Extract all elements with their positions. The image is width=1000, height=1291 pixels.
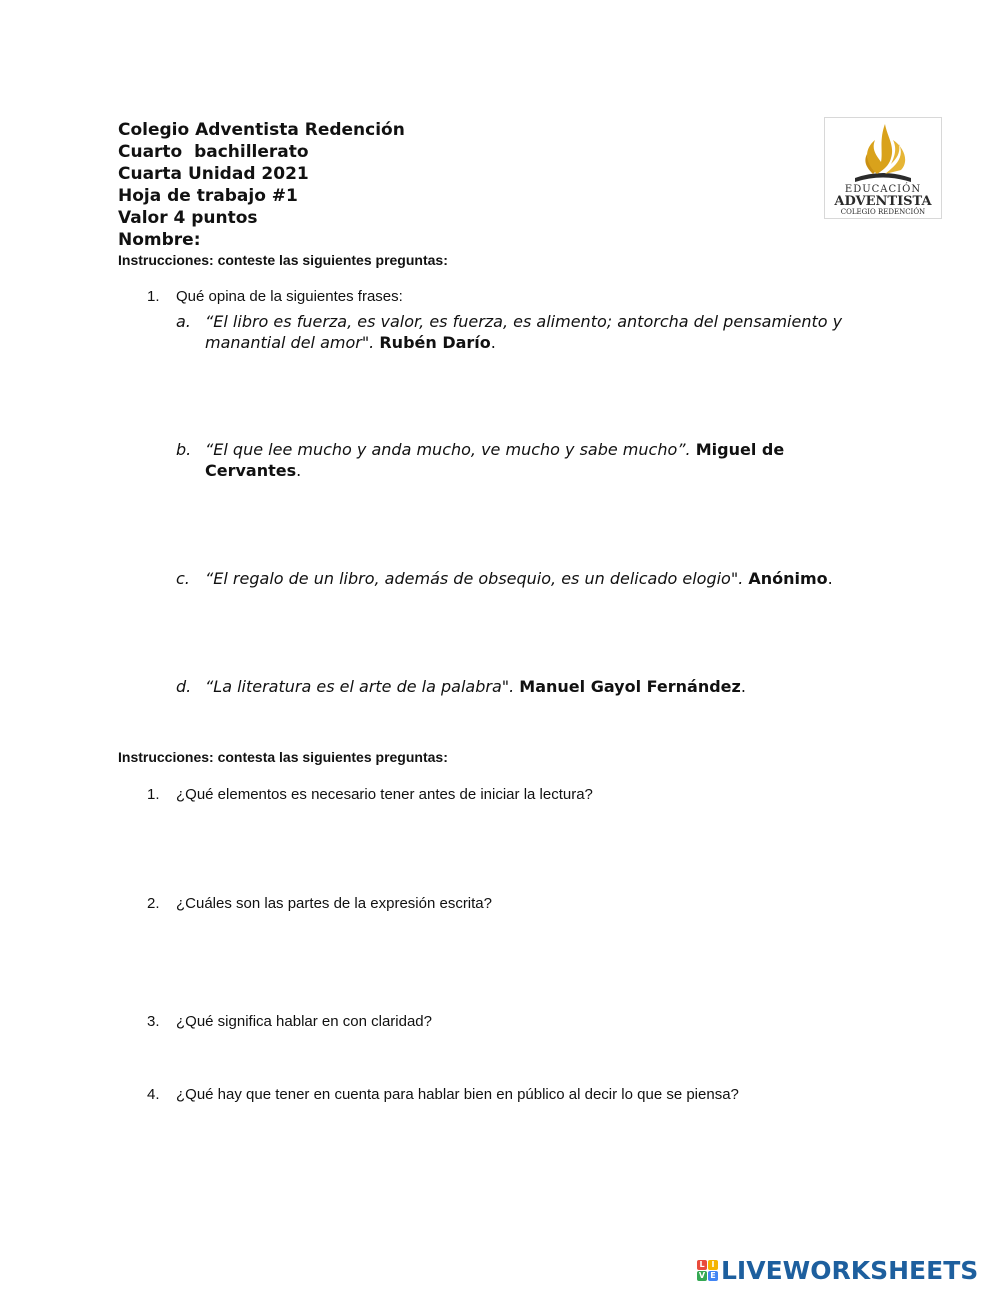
liveworksheets-brand[interactable] [697,1256,978,1284]
worksheet-number: Hoja de trabajo #1 [118,186,298,206]
question-number: 1. [147,786,160,803]
item-letter: a. [176,312,191,331]
quote-text: “La literatura es el arte de la palabra". [205,677,520,696]
item-letter: c. [176,569,190,588]
question-text: ¿Qué hay que tener en cuenta para hablar bien en público al decir lo que se piensa? [176,1086,739,1103]
school-logo [824,117,942,219]
flame-icon [825,118,941,184]
quote-text: “El que lee mucho y anda mucho, ve mucho y sabe mucho”. [205,440,696,459]
quote-item-c [205,568,905,589]
school-name: Colegio Adventista Redención [118,120,405,140]
logo-line-1: EDUCACIÓN [844,184,922,195]
quote-author: Rubén Darío [379,333,491,352]
quote-item-a [205,311,875,353]
quote-item-b [205,439,805,481]
question-text: ¿Qué significa hablar en con claridad? [176,1013,432,1030]
quote-end: . [296,461,302,480]
question-number: 2. [147,895,160,912]
section1-instructions: Instrucciones: conteste las siguientes preguntas: [118,252,448,268]
quote-author: Manuel Gayol Fernández [519,677,741,696]
question-number: 1. [147,288,160,305]
quote-text: “El regalo de un libro, además de obsequio, es un delicado elogio". [205,569,749,588]
quote-author: Miguel de Cervantes [205,440,785,480]
quote-end: . [490,333,496,352]
quote-text: “El libro es fuerza, es valor, es fuerza, es alimento; antorcha del pensamiento y manantial del amor". [205,312,843,352]
quote-end: . [827,569,833,588]
brand-badge-icon [697,1260,718,1281]
item-letter: d. [176,677,192,696]
logo-line-3: COLEGIO REDENCIÓN [840,208,926,216]
badge-letter: V [698,1270,706,1280]
question-number: 3. [147,1013,160,1030]
badge-letter: I [708,1260,718,1270]
brand-text: LIVEWORKSHEETS [721,1255,979,1285]
name-label: Nombre: [118,230,201,250]
question-text: ¿Cuáles son las partes de la expresión escrita? [176,895,492,912]
question-text: Qué opina de la siguientes frases: [176,288,403,305]
grade-level: Cuarto bachillerato [118,142,309,162]
unit-label: Cuarta Unidad 2021 [118,164,309,184]
badge-letter: E [708,1271,718,1281]
question-number: 4. [147,1086,160,1103]
section2-instructions: Instrucciones: contesta las siguientes preguntas: [118,749,448,765]
point-value: Valor 4 puntos [118,208,258,228]
logo-line-2: ADVENTISTA [834,194,932,209]
item-letter: b. [176,440,192,459]
quote-item-d [205,676,905,697]
badge-letter: L [697,1260,707,1270]
question-text: ¿Qué elementos es necesario tener antes de iniciar la lectura? [176,786,593,803]
quote-author: Anónimo [748,569,828,588]
quote-end: . [740,677,746,696]
